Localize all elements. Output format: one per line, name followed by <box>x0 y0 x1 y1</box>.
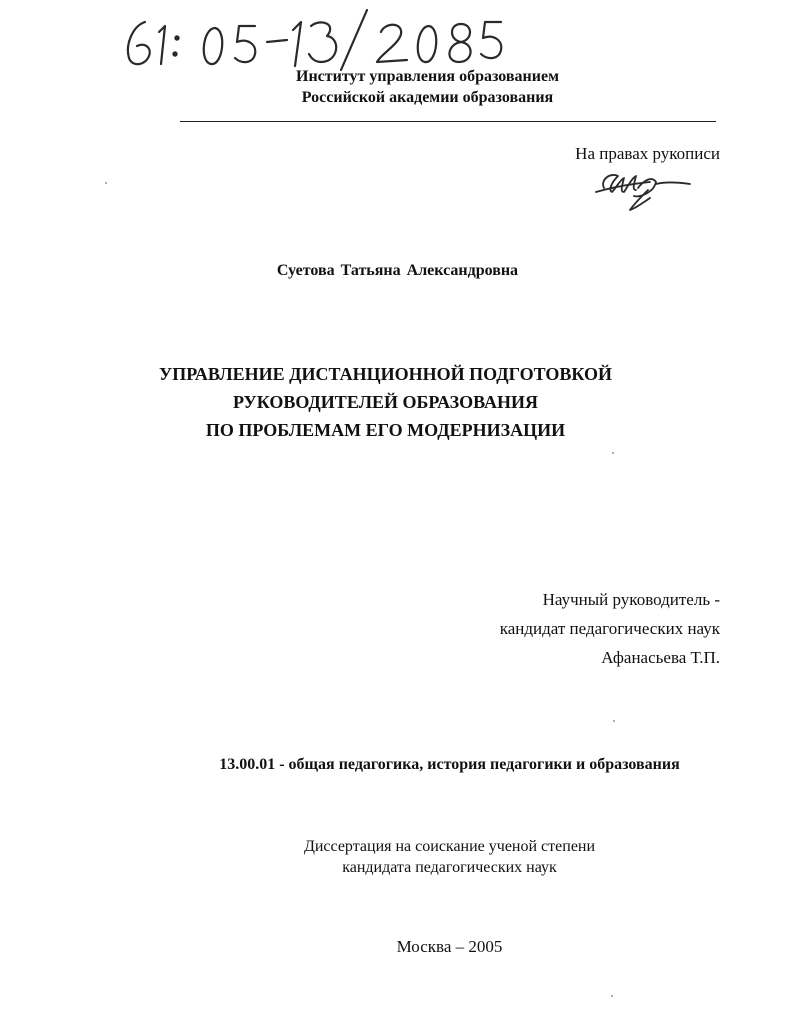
advisor-role: Научный руководитель - <box>542 590 720 609</box>
scientific-advisor <box>430 585 720 672</box>
title-line-2: РУКОВОДИТЕЛЕЙ ОБРАЗОВАНИЯ <box>232 392 539 412</box>
rights-note: На правах рукописи <box>575 144 720 163</box>
dissertation-title <box>0 360 783 444</box>
handwritten-catalog-code <box>115 4 535 74</box>
scan-speck <box>612 452 614 454</box>
title-line-1: УПРАВЛЕНИЕ ДИСТАНЦИОННОЙ ПОДГОТОВКОЙ <box>158 364 613 384</box>
scan-speck <box>613 720 615 722</box>
author-name: Суетова Татьяна Александровна <box>276 262 519 279</box>
signature <box>590 158 700 214</box>
degree-statement <box>52 836 795 878</box>
degree-line-1: Диссертация на соискание ученой степени <box>303 838 596 855</box>
advisor-degree: кандидат педагогических наук <box>499 619 720 638</box>
scan-speck <box>105 182 107 184</box>
specialty-code: 13.00.01 - общая педагогика, история педагогики и образования <box>219 756 680 773</box>
institute-line-1: Институт управления образованием <box>296 68 559 85</box>
degree-line-2: кандидата педагогических наук <box>342 859 557 876</box>
scan-speck <box>611 995 613 997</box>
title-line-3: ПО ПРОБЛЕМАМ ЕГО МОДЕРНИЗАЦИИ <box>205 420 566 440</box>
institute-name <box>30 66 795 108</box>
header-divider <box>180 121 716 122</box>
advisor-name: Афанасьева Т.П. <box>601 648 720 667</box>
institute-line-2: Российской академии образования <box>301 89 554 106</box>
city-year: Москва – 2005 <box>396 937 503 956</box>
